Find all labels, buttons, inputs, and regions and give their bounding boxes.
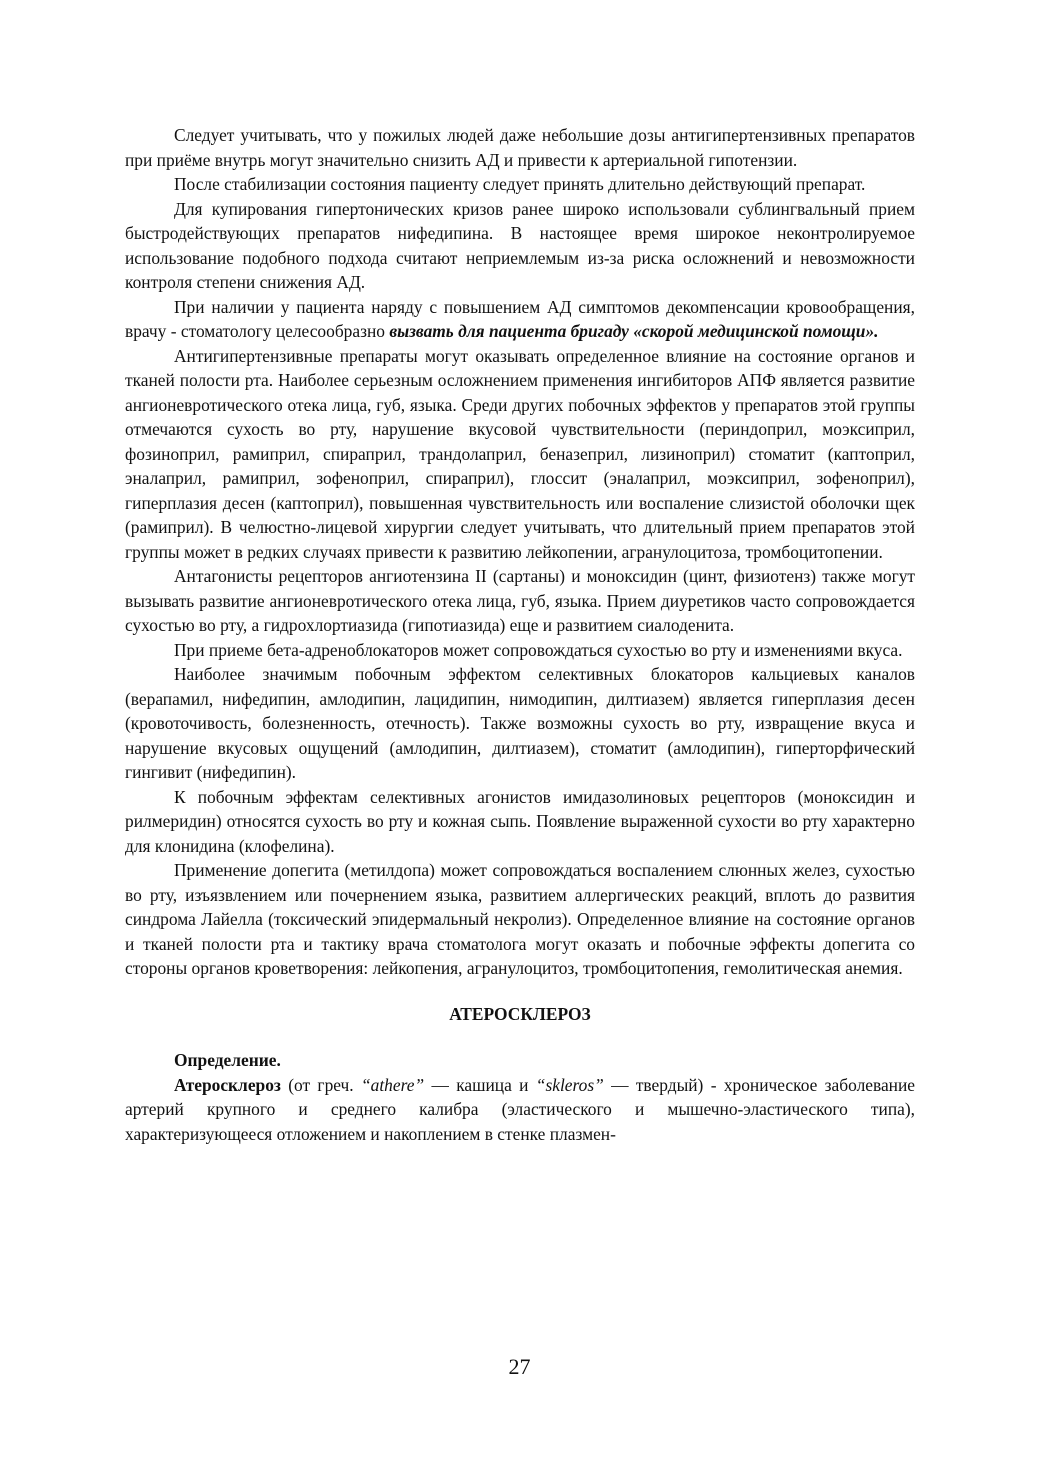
page-number: 27 [508, 1354, 531, 1379]
paragraph-dopegit: Применение допегита (метилдопа) может сопровождаться воспалением слюнных желез, сухостью во рту, изъязвлением или почернением языка, развитием аллергических реакций, вплоть до развития синдрома Лайелла (токсический эпидермальный некролиз). Определенное влияние на состояние органов и тканей полости рта и тактику врача стоматолога могут оказать и побочные эффекты допегита со стороны органов кроветворения: лейкопения, агранулоцитоз, тромбоцитопения, гемолитическая анемия. [125, 860, 915, 978]
paragraph-calcium-blockers: Наиболее значимым побочным эффектом селективных блокаторов кальциевых каналов (верапамил, нифедипин, амлодипин, лацидипин, нимодипин, дилтиазем) является гиперплазия десен (кровоточивость, болезненность, отечность). Также возможны сухость во рту, извращение вкуса и нарушение вкусовых ощущений (амлодипин, дилтиазем), стоматит (амлодипин), гиперторфический гингивит (нифедипин). [125, 664, 915, 782]
paragraph-nifedipine: Для купирования гипертонических кризов ранее широко использовали сублингвальный прием быстродействующих препаратов нифедипина. В настоящее время широкое неконтролируемое использование подобного подхода считают неприемлемым из-за риска осложнений и невозможности контроля степени снижения АД. [125, 198, 915, 292]
definition-text-1: (от греч. [280, 1074, 361, 1095]
decompensation-text: При наличии у пациента наряду с повышением АД симптомов декомпенсации кровообращения, врачу - стоматологу целесообразно [125, 296, 915, 341]
definition-text-2: — кашица и [424, 1074, 536, 1095]
greek-word-athere: “athere” [360, 1074, 425, 1095]
definition-subheading: Определение. [174, 1050, 281, 1070]
defined-term: Атеросклероз [174, 1074, 281, 1095]
paragraph-decompensation [125, 295, 915, 344]
ambulance-emphasis: вызвать для пациента бригаду «скорой медицинской помощи». [389, 321, 879, 341]
paragraph-beta-blockers: При приеме бета-адреноблокаторов может сопровождаться сухостью во рту и изменениями вкуса. [174, 639, 903, 660]
greek-word-skleros: “skleros” [535, 1074, 604, 1095]
paragraph-elderly-dosing: Следует учитывать, что у пожилых людей даже небольшие дозы антигипертензивных препаратов при приёме внутрь могут значительно снизить АД и привести к артериальной гипотензии. [125, 125, 915, 170]
paragraph-atherosclerosis-definition [125, 1073, 915, 1147]
paragraph-sartans: Антагонисты рецепторов ангиотензина II (сартаны) и моноксидин (цинт, физиотенз) также могут вызывать развитие ангионевротического отека лица, губ, языка. Прием диуретиков часто сопровождается сухостью во рту, а гидрохлортиазида (гипотиазида) еще и развитием сиалоденита. [125, 566, 915, 635]
definition-text-3: — твердый) - хроническое заболевание артерий крупного и среднего калибра (эластического и мышечно-эластического типа), характеризующееся отложением и накоплением в стенке плазмен- [125, 1074, 915, 1144]
page-content [125, 123, 915, 1146]
paragraph-stabilization: После стабилизации состояния пациенту следует принять длительно действующий препарат. [174, 174, 866, 194]
section-heading: АТЕРОСКЛЕРОЗ [449, 1003, 591, 1024]
paragraph-ace-inhibitors: Антигипертензивные препараты могут оказывать определенное влияние на состояние органов и тканей полости рта. Наиболее серьезным осложнением применения ингибиторов АПФ является развитие ангионевротического отека лица, губ, языка. Среди других побочных эффектов у препаратов этой группы отмечаются сухость во рту, нарушение вкусовой чувствительности (периндоприл, моэксиприл, фозиноприл, рамиприл, спираприл, трандолаприл, беназеприл, лизиноприл) стоматит (каптоприл, эналаприл, рамиприл, зофеноприл, спираприл), глоссит (эналаприл, моэксиприл, зофеноприл), гиперплазия десен (каптоприл), повышенная чувствительность или воспаление слизистой оболочки щек (рамиприл). В челюстно-лицевой хирургии следует учитывать, что длительный прием препаратов этой группы может в редких случаях привести к развитию лейкопении, агранулоцитоза, тромбоцитопении. [125, 345, 915, 562]
paragraph-imidazoline-agonists: К побочным эффектам селективных агонистов имидазолиновых рецепторов (моноксидин и рилмеридин) относятся сухость во рту и кожная сыпь. Появление выраженной сухости во рту характерно для клонидина (клофелина). [125, 786, 915, 856]
